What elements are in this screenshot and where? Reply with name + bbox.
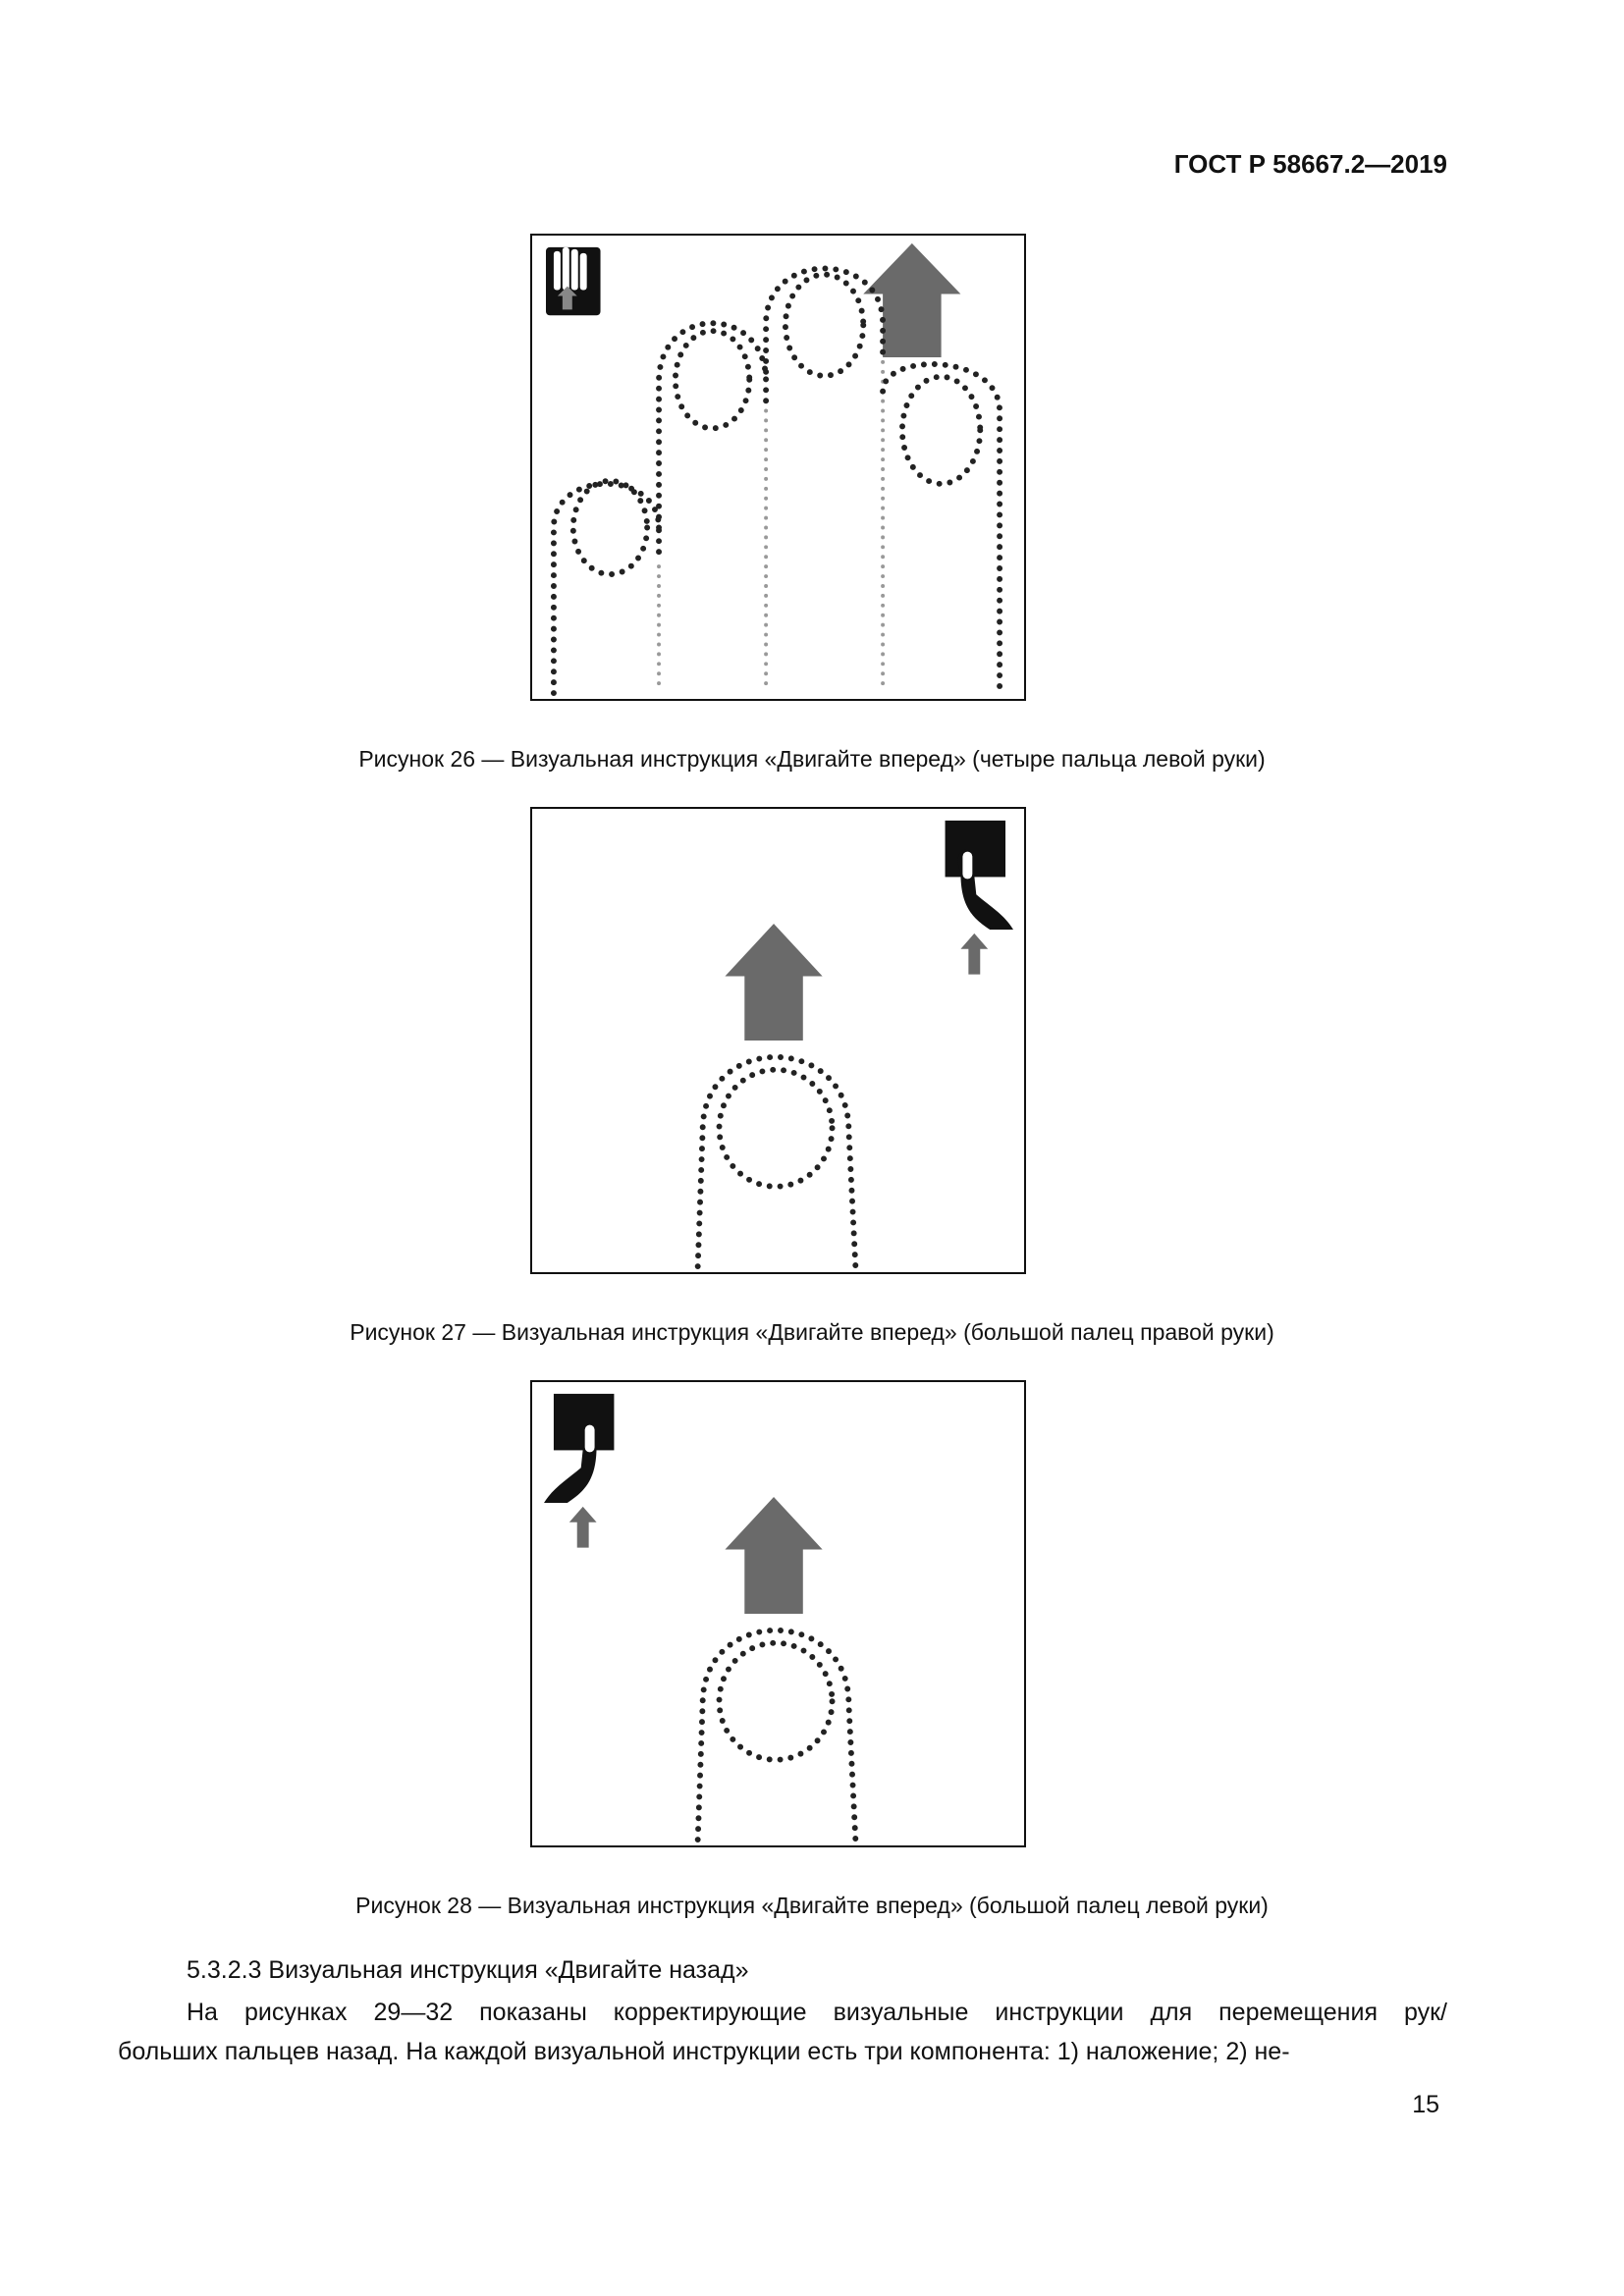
paragraph-line-1: На рисунках 29—32 показаны корректирующие визуальные инструкции для перемещения рук/ [187,1999,1447,2026]
document-header: ГОСТ Р 58667.2—2019 [1173,149,1447,179]
left-thumb-icon [544,1394,614,1548]
four-fingers-hand-icon [546,247,601,315]
up-arrow-icon [725,924,822,1041]
figure-28-caption: Рисунок 28 — Визуальная инструкция «Двигайте вперед» (большой палец левой руки) [355,1893,1269,1918]
thumb-outline [698,1057,856,1266]
section-title: 5.3.2.3 Визуальная инструкция «Двигайте назад» [187,1956,749,1984]
figure-26-drawing [532,236,1024,699]
figure-27-right-thumb [530,807,1026,1274]
thumb-print-outline [720,1070,833,1187]
figure-28-drawing [532,1382,1024,1845]
paragraph-line-2: больших пальцев назад. На каждой визуальной инструкции есть три компонента: 1) наложение; 2) не- [118,2038,1290,2065]
figure-26-four-fingers [530,234,1026,701]
page-number: 15 [1412,2091,1439,2118]
thumb-print-outline [720,1643,833,1760]
figure-27-drawing [532,809,1024,1272]
figure-28-left-thumb [530,1380,1026,1847]
section-paragraph [118,1993,1447,2071]
figure-27-caption: Рисунок 27 — Визуальная инструкция «Двигайте вперед» (большой палец правой руки) [350,1319,1274,1345]
thumb-outline [698,1630,856,1840]
right-thumb-icon [946,821,1013,975]
figure-26-caption: Рисунок 26 — Визуальная инструкция «Двигайте вперед» (четыре пальца левой руки) [358,746,1266,772]
up-arrow-icon [725,1497,822,1614]
